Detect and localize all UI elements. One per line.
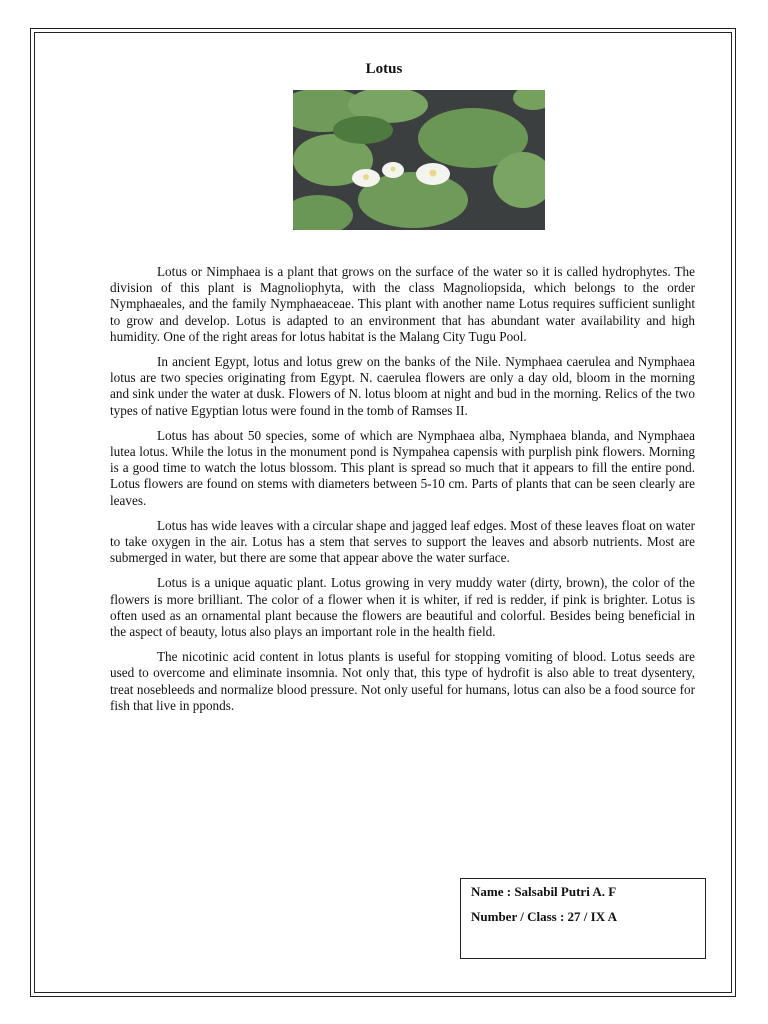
document-title: Lotus [365, 61, 403, 77]
paragraph: Lotus has wide leaves with a circular shape and jagged leaf edges. Most of these leaves float on water to take oxygen in the air. Lotus has a stem that serves to support the leaves and absorb nutrients. Most are submerged in water, but there are some that appear above the water surface. [110, 517, 695, 566]
paragraph: The nicotinic acid content in lotus plants is useful for stopping vomiting of blood. Lotus seeds are used to overcome and eliminate insomnia. Not only that, this type of hydrofit is also able to treat dysentery, treat nosebleeds and normalize blood pressure. Not only useful for humans, lotus can also be a food source for fish that live in pponds. [110, 649, 695, 713]
paragraph: Lotus or Nimphaea is a plant that grows on the surface of the water so it is called hydrophytes. The division of this plant is Magnoliophyta, with the class Magnoliopsida, which belongs to the order Nymphaeales, and the family Nymphaeaceae. This plant with another name Lotus requires sufficient sunlight to grow and develop. Lotus is adapted to an environment that has abundant water availability and high humidity. One of the right areas for lotus habitat is the Malang City Tugu Pool. [110, 264, 695, 344]
paragraph: In ancient Egypt, lotus and lotus grew on the banks of the Nile. Nymphaea caerulea and Nymphaea lotus are two species originating from Egypt. N. caerulea flowers are only a day old, bloom in the morning and sink under the water at dusk. Flowers of N. lotus bloom at night and bud in the morning. Relics of the two types of native Egyptian lotus were found in the tomb of Ramses II. [110, 354, 695, 418]
lotus-photo [293, 90, 545, 230]
student-class: Number / Class : 27 / IX A [471, 909, 618, 924]
document-body [110, 264, 695, 723]
student-info-box [460, 878, 706, 959]
student-name: Name : Salsabil Putri A. F [471, 884, 617, 899]
paragraph: Lotus is a unique aquatic plant. Lotus growing in very muddy water (dirty, brown), the color of the flowers is more brilliant. The color of a flower when it is whiter, if red is redder, if pink is brighter. Lotus is often used as an ornamental plant because the flowers are beautiful and colorful. Besides being beneficial in the aspect of beauty, lotus also plays an important role in the health field. [110, 575, 695, 640]
paragraph: Lotus has about 50 species, some of which are Nymphaea alba, Nymphaea blanda, and Nymphaea lutea lotus. While the lotus in the monument pond is Nympahea capensis with purplish pink flowers. Morning is a good time to watch the lotus blossom. This plant is spread so much that it appears to fill the entire pond. Lotus flowers are found on stems with diameters between 5-10 cm. Parts of plants that can be seen clearly are leaves. [110, 427, 695, 508]
